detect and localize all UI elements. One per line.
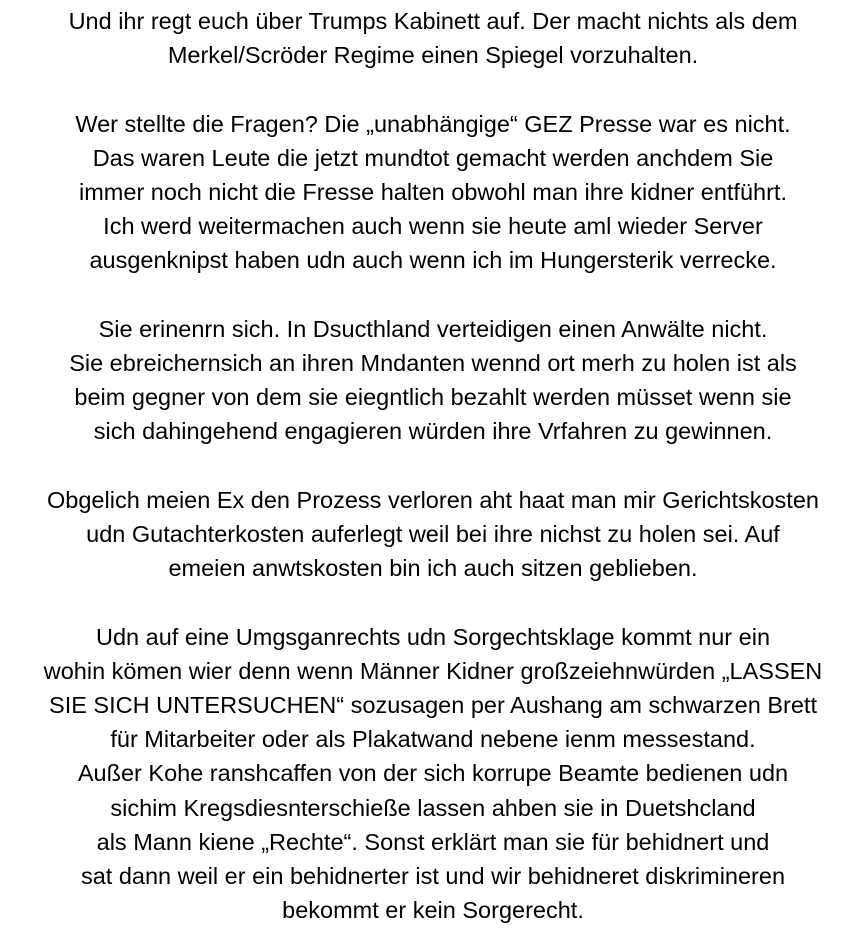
paragraph-5 bbox=[0, 620, 866, 928]
text-line: für Mitarbeiter oder als Plakatwand nebene ienm messestand. bbox=[110, 726, 756, 753]
text-line: udn Gutachterkosten auferlegt weil bei ihre nichst zu holen sei. Auf bbox=[86, 521, 780, 547]
text-line: Außer Kohe ranshcaffen von der sich korrupe Beamte bedienen udn bbox=[77, 760, 789, 787]
text-line: immer noch nicht die Fresse halten obwohl man ihre kidner entführt. bbox=[79, 179, 787, 205]
paragraph-4 bbox=[0, 483, 866, 586]
text-line: emeien anwtskosten bin ich auch sitzen geblieben. bbox=[168, 555, 698, 582]
text-line: sat dann weil er ein behidnerter ist und wir behidneret diskrimineren bbox=[80, 863, 786, 890]
text-line: Sie erinenrn sich. In Dsucthland verteidigen einen Anwälte nicht. bbox=[98, 315, 768, 342]
paragraph-3 bbox=[0, 312, 866, 449]
text-line: Das waren Leute die jetzt mundtot gemacht werden anchdem Sie bbox=[92, 144, 774, 171]
text-line: Obgelich meien Ex den Prozess verloren aht haat man mir Gerichtskosten bbox=[47, 486, 819, 513]
text-line: SIE SICH UNTERSUCHEN“ sozusagen per Aushang am schwarzen Brett bbox=[49, 692, 817, 718]
text-line: sich dahingehend engagieren würden ihre Vrfahren zu gewinnen. bbox=[93, 418, 773, 445]
text-line: beim gegner von dem sie eiegntlich bezahlt werden müsset wenn sie bbox=[74, 384, 792, 411]
text-line: als Mann kiene „Rechte“. Sonst erklärt man sie für behidnert und bbox=[96, 828, 770, 855]
text-line: Sie ebreichernsich an ihren Mndanten wennd ort merh zu holen ist als bbox=[69, 350, 797, 376]
text-line: wohin kömen wier denn wenn Männer Kidner großzeiehnwürden „LASSEN bbox=[43, 657, 823, 684]
text-line: bekommt er kein Sorgerecht. bbox=[282, 897, 584, 924]
text-line: Ich werd weitermachen auch wenn sie heute aml wieder Server bbox=[103, 213, 763, 240]
text-line: Udn auf eine Umgsganrechts udn Sorgechtsklage kommt nur ein bbox=[95, 623, 771, 650]
paragraph-1 bbox=[0, 4, 866, 72]
paragraph-2 bbox=[0, 107, 866, 278]
text-line: ausgenknipst haben udn auch wenn ich im Hungersterik verrecke. bbox=[89, 247, 777, 274]
text-line: sichim Kregsdiesnterschieße lassen ahben sie in Duetshcland bbox=[110, 794, 756, 821]
text-line: Merkel/Scröder Regime einen Spiegel vorzuhalten. bbox=[167, 42, 699, 69]
text-line: Wer stellte die Fragen? Die „unabhängige“ GEZ Presse war es nicht. bbox=[75, 110, 791, 137]
text-line: Und ihr regt euch über Trumps Kabinett auf. Der macht nichts als dem bbox=[68, 8, 798, 34]
